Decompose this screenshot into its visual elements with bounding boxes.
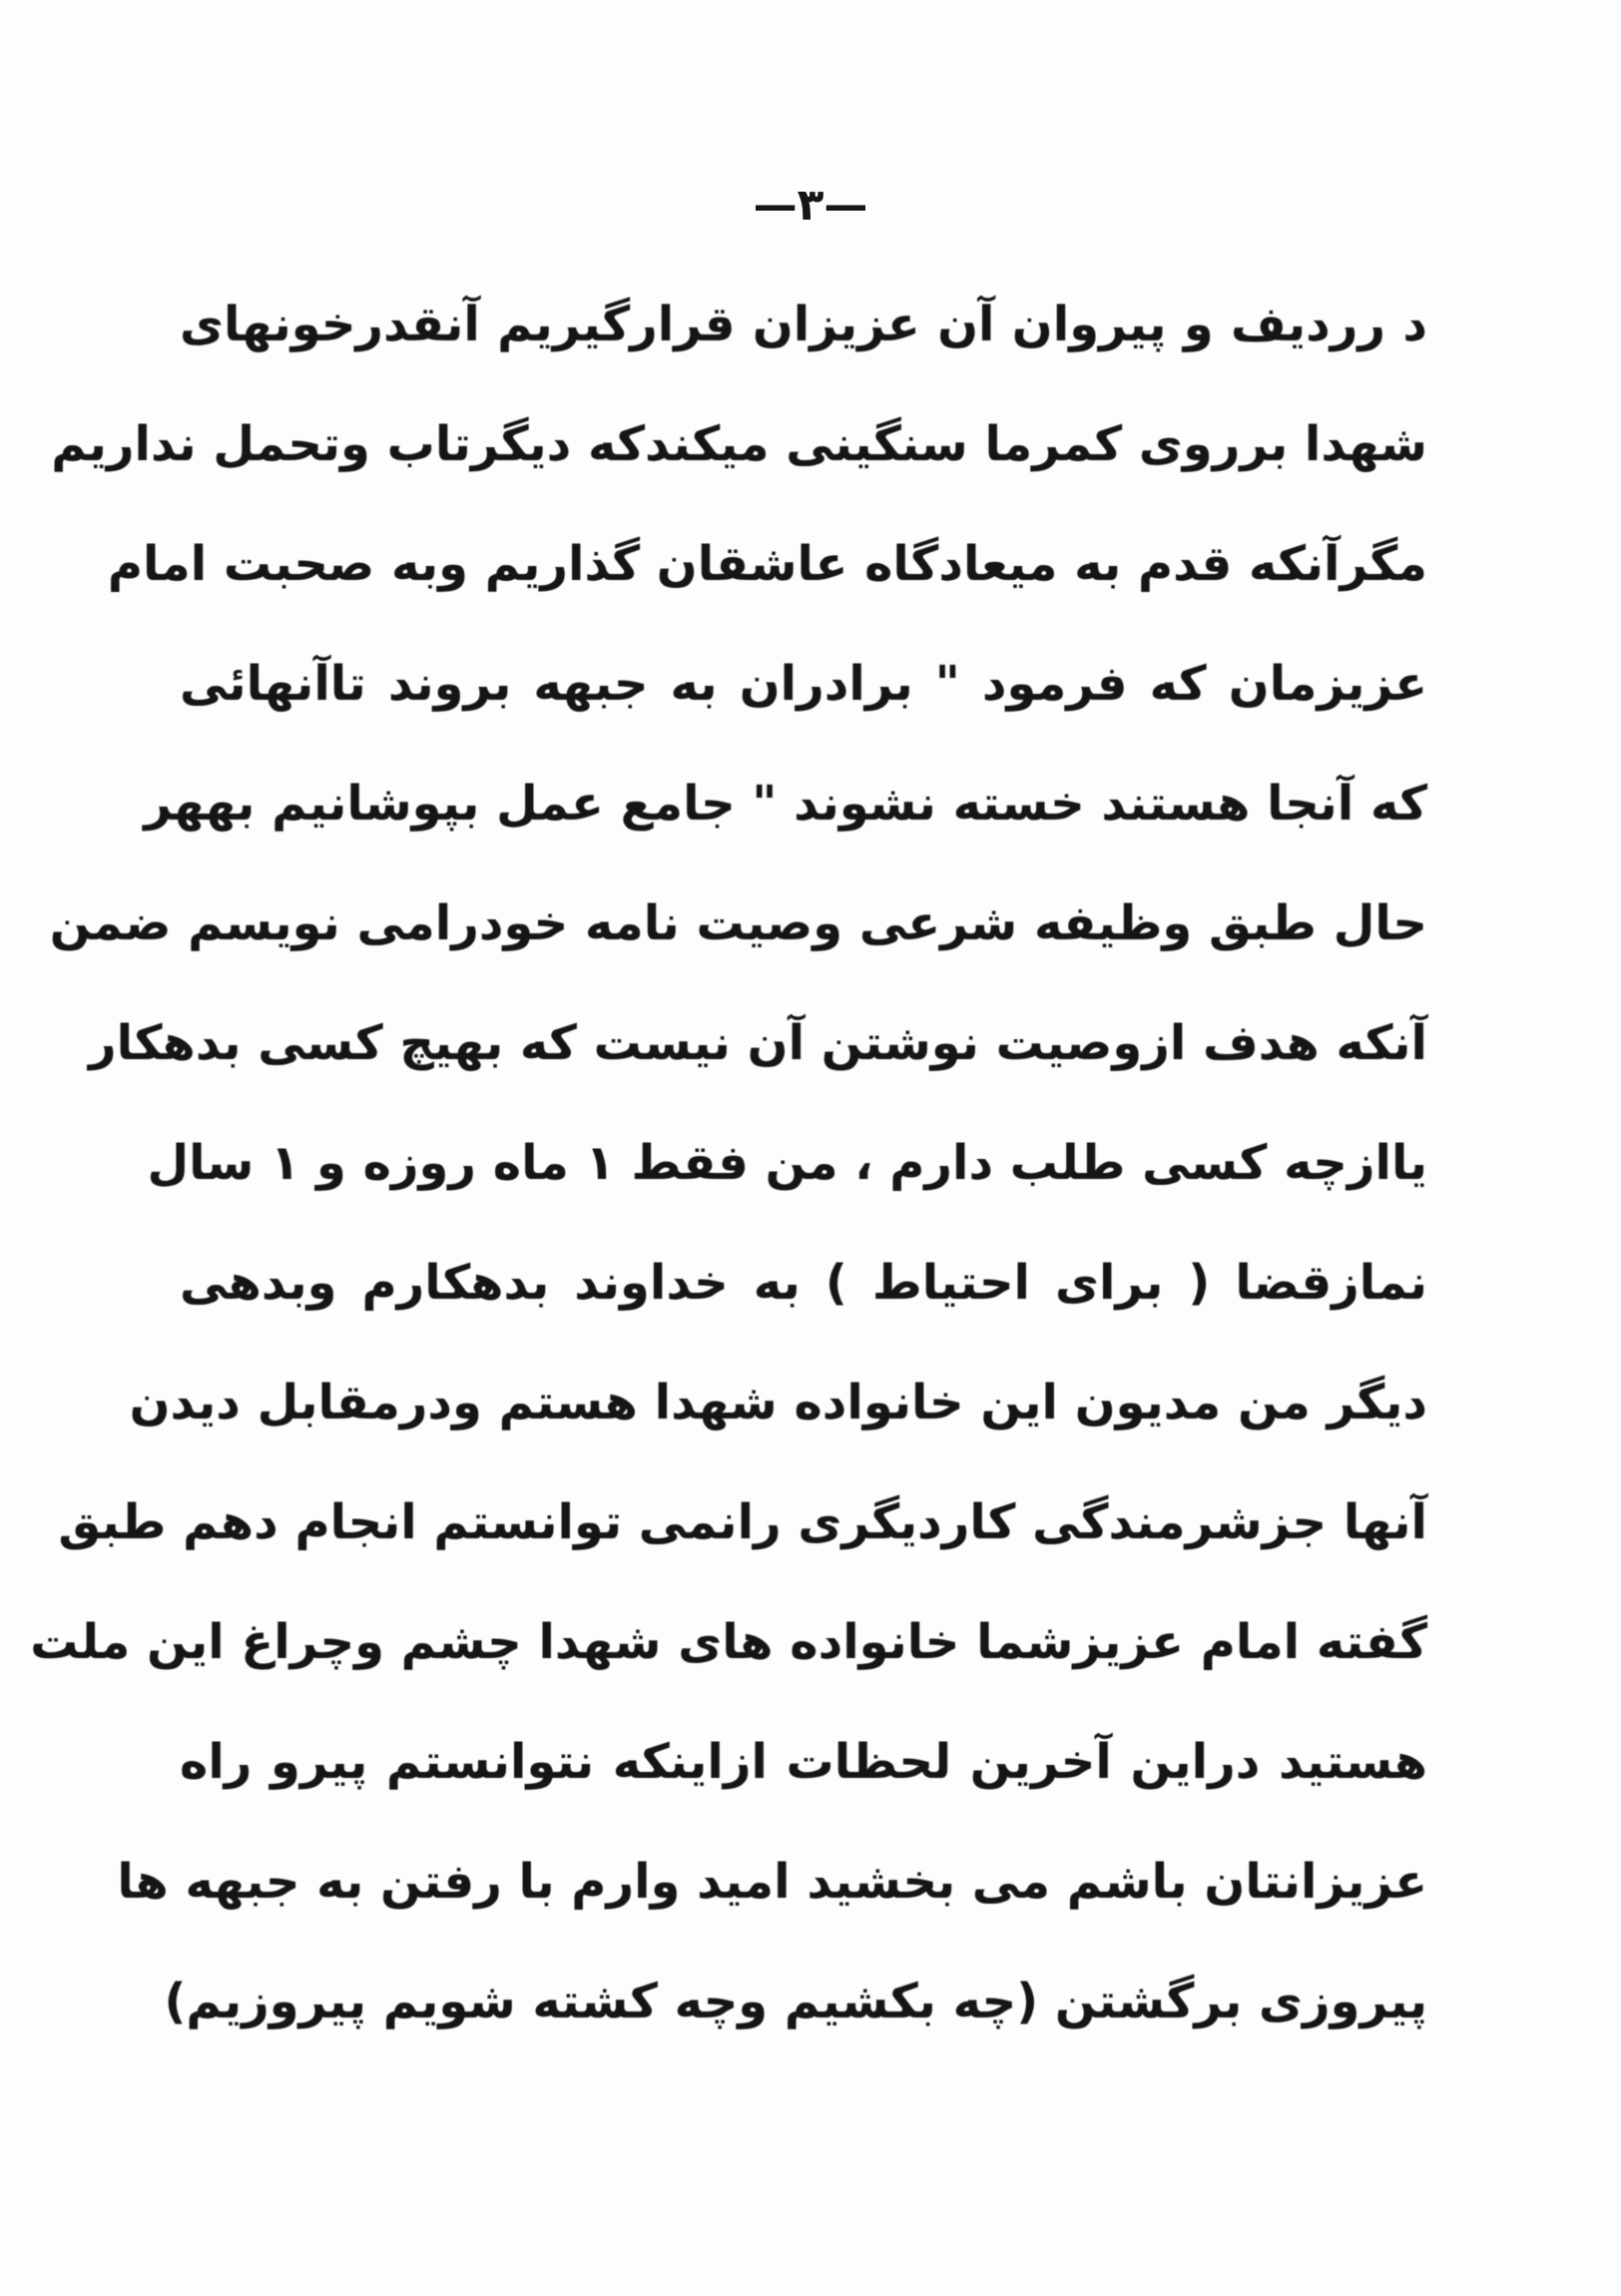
text-line-5: که آنجا هستند خسته نشوند " جامع عمل بپوشانیم بههر [144,776,1427,832]
text-line-8: یاازچه کسی طلب دارم ، من فقط ۱ ماه روزه و ۱ سال [147,1135,1427,1191]
body-text [30,289,1427,2086]
page-number: —۳— [753,180,868,231]
text-line-9: نمازقضا ( برای احتیاط ) به خداوند بدهکارم وبدهی [180,1255,1427,1311]
text-line-2: شهدا برروی کمرما سنگینی میکندکه دیگرتاب وتحمل نداریم [51,416,1427,472]
text-line-1: د رردیف و پیروان آن عزیزان قرارگیریم آنقدرخونهای [180,296,1427,352]
text-line-6: حال طبق وظیفه شرعی وصیت نامه خودرامی نویسم ضمن [49,895,1427,951]
text-line-11: آنها جزشرمندگی کاردیگری رانمی توانستم انجام دهم طبق [58,1494,1427,1550]
text-line-14: عزیزانتان باشم می بخشید امید وارم با رفتن به جبهه ها [117,1854,1427,1910]
text-line-10: دیگر من مدیون این خانواده شهدا هستم ودرمقابل دیدن [129,1375,1427,1431]
text-line-12: گفته امام عزیزشما خانواده های شهدا چشم وچراغ این ملت [30,1614,1427,1670]
text-line-7: آنکه هدف ازوصیت نوشتن آن نیست که بهیچ کسی بدهکار [88,1015,1427,1071]
text-line-15: پیروزی برگشتن (چه بکشیم وچه کشته شویم پیروزیم) [164,1974,1427,2029]
text-line-13: هستید دراین آخرین لحظات ازاینکه نتوانستم پیرو راه [180,1734,1427,1790]
text-line-3: مگرآنکه قدم به میعادگاه عاشقان گذاریم وبه صحبت امام [107,536,1427,592]
text-line-4: عزیزمان که فرمود " برادران به جبهه بروند تاآنهائی [180,656,1427,712]
